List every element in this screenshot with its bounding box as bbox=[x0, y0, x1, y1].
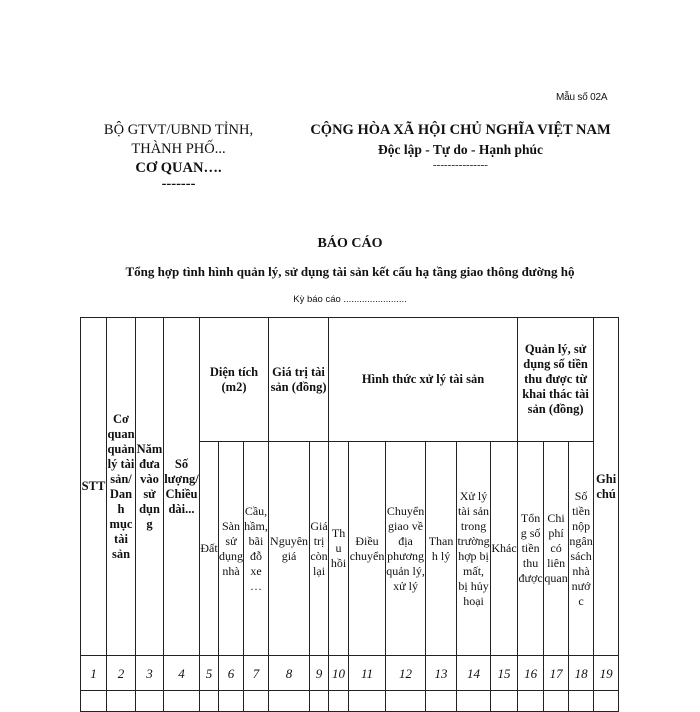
header-local-transfer: Chuyển giao về địa phương quản lý, xử lý bbox=[386, 442, 426, 656]
report-period: Kỳ báo cáo ........................ bbox=[293, 294, 407, 305]
header-floor: Sàn sử dụng nhà bbox=[219, 442, 244, 656]
header-land: Đất bbox=[200, 442, 219, 656]
column-number: 15 bbox=[491, 656, 518, 691]
column-number: 3 bbox=[136, 656, 164, 691]
national-divider: --------------- bbox=[433, 159, 488, 171]
column-number: 4 bbox=[164, 656, 200, 691]
header-area-group: Diện tích (m2) bbox=[200, 318, 269, 442]
header-other: Khác bbox=[491, 442, 518, 656]
header-revoke: Thu hồi bbox=[329, 442, 349, 656]
header-handling-group: Hình thức xử lý tài sản bbox=[329, 318, 518, 442]
national-header bbox=[283, 121, 638, 171]
header-bridges: Cầu, hầm, bãi đỗ xe … bbox=[244, 442, 269, 656]
ministry-divider: ------- bbox=[161, 176, 196, 192]
column-number: 16 bbox=[518, 656, 544, 691]
header-liquidate: Thanh lý bbox=[426, 442, 457, 656]
header-transfer: Điều chuyển bbox=[349, 442, 386, 656]
ministry-line-2: THÀNH PHỐ... bbox=[131, 141, 226, 157]
column-number: 7 bbox=[244, 656, 269, 691]
column-number: 19 bbox=[594, 656, 619, 691]
header-year: Năm đưa vào sử dụng bbox=[136, 318, 164, 656]
column-number: 17 bbox=[544, 656, 569, 691]
column-number-row bbox=[81, 656, 619, 691]
column-number: 5 bbox=[200, 656, 219, 691]
ministry-line-1: BỘ GTVT/UBND TỈNH, bbox=[103, 122, 254, 138]
column-number: 18 bbox=[569, 656, 594, 691]
header-value-group: Giá trị tài sản (đồng) bbox=[269, 318, 329, 442]
header-related-expense: Chi phí có liên quan bbox=[544, 442, 569, 656]
header-quantity: Số lượng/ Chiều dài... bbox=[164, 318, 200, 656]
national-title: CỘNG HÒA XÃ HỘI CHỦ NGHĨA VIỆT NAM bbox=[310, 122, 611, 138]
national-motto: Độc lập - Tự do - Hạnh phúc bbox=[377, 142, 544, 157]
agency-line: CƠ QUAN…. bbox=[135, 160, 222, 176]
header-remaining-value: Giá trị còn lại bbox=[310, 442, 329, 656]
report-title: BÁO CÁO bbox=[317, 236, 383, 251]
form-code: Mẫu số 02A bbox=[556, 92, 608, 103]
header-agency: Cơ quan quản lý tài sản/ Danh mục tài sản bbox=[107, 318, 136, 656]
column-number: 11 bbox=[349, 656, 386, 691]
column-number: 13 bbox=[426, 656, 457, 691]
table-row bbox=[81, 691, 619, 712]
column-number: 2 bbox=[107, 656, 136, 691]
column-number: 12 bbox=[386, 656, 426, 691]
header-lost-damaged: Xử lý tài sản trong trường hợp bị mất, bị hủy hoại bbox=[457, 442, 491, 656]
column-number: 9 bbox=[310, 656, 329, 691]
report-subtitle: Tổng hợp tình hình quản lý, sử dụng tài sản kết cấu hạ tầng giao thông đường hộ bbox=[125, 264, 575, 279]
header-budget-payment: Số tiền nộp ngân sách nhà nước bbox=[569, 442, 594, 656]
column-number: 14 bbox=[457, 656, 491, 691]
column-number: 10 bbox=[329, 656, 349, 691]
header-note: Ghi chú bbox=[594, 318, 619, 656]
column-number: 1 bbox=[81, 656, 107, 691]
header-original-value: Nguyên giá bbox=[269, 442, 310, 656]
header-revenue-group: Quản lý, sử dụng số tiền thu được từ khai thác tài sản (đồng) bbox=[518, 318, 594, 442]
column-number: 6 bbox=[219, 656, 244, 691]
ministry-header bbox=[86, 121, 271, 190]
report-table bbox=[80, 317, 619, 712]
header-total-revenue: Tổng số tiền thu được bbox=[518, 442, 544, 656]
column-number: 8 bbox=[269, 656, 310, 691]
header-stt: STT bbox=[81, 318, 107, 656]
